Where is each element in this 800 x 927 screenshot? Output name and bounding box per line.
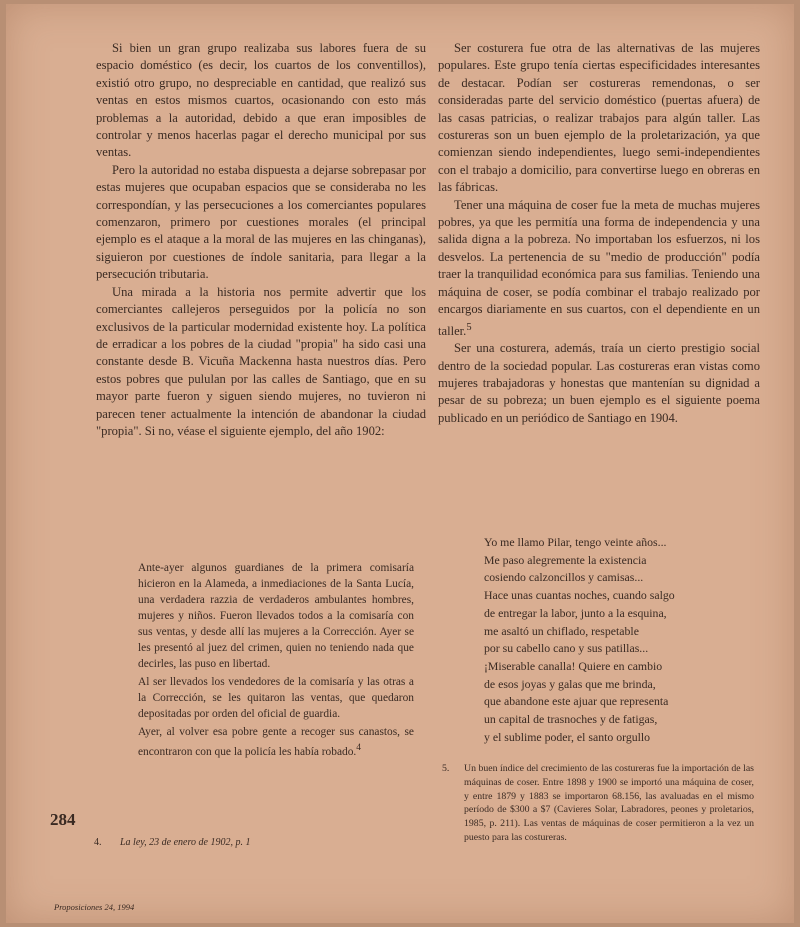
poem-line: de esos joyas y galas que me brinda, xyxy=(484,676,656,691)
block-quote xyxy=(138,560,414,762)
left-paragraph: Si bien un gran grupo realizaba sus labores fuera de su espacio doméstico (es decir, los cuartos de los conventillos), existió otro grupo, no despreciable en cantidad, que realizó sus ventas en estos mismos cuartos, ocasionando con esto más problemas a la autoridad, debido a que eran imposibles de controlar y menos hacerlas pagar el derecho municipal por sus ventas. xyxy=(96,41,426,160)
footnote-4 xyxy=(94,836,414,850)
footnote-ref: 4 xyxy=(356,743,361,753)
footnote-ref: 5 xyxy=(466,321,472,333)
page-number: 284 xyxy=(50,810,76,829)
right-paragraph: Ser una costurera, además, traía un cierto prestigio social dentro de la sociedad popular. Las costureras eran vistas como mujeres trabajadoras y honestas que mantenían su dignidad a pesar de su pobreza; un buen ejemplo es el siguiente poema publicado en un periódico de Santiago en 1904. xyxy=(438,341,760,425)
right-paragraph: Ser costurera fue otra de las alternativas de las mujeres populares. Este grupo tenía ciertas especificidades interesantes de destacar. Podían ser costureras remendonas, o ser consideradas parte del servicio doméstico (puertas afuera) de las casas patricias, o realizar trabajos para algún taller. Las costureras son un buen ejemplo de la proletarización, ya que comienzan siendo independientes, luego semi-independientes con el trabajo a domicilio, para convertirse luego en obreras en las fábricas. xyxy=(438,41,760,195)
poem-line: Hace unas cuantas noches, cuando salgo xyxy=(484,588,675,603)
footnote-text: Un buen índice del crecimiento de las costureras fue la importación de las máquinas de coser. Entre 1898 y 1900 se importó una máquina de coser, y entre 1879 y 1883 se importaron 68.156, las avaluadas en el mismo período de $300 a $7 (Cavieres Solar, Labradores, peones y proletarios, 1985, p. 211). Las ventas de máquinas de coser permitieron a la vez un puesto para las costureras. xyxy=(464,763,754,843)
quote-paragraph: Al ser llevados los vendedores de la comisaría y las otras a la Corrección, se les quitaron las ventas, que quedaron depositadas por orden del oficial de guardia. xyxy=(138,676,414,720)
document-page xyxy=(6,4,794,923)
right-paragraph xyxy=(438,197,760,340)
poem-line: por su cabello cano y sus patillas... xyxy=(484,641,649,656)
poem-line: un capital de trasnoches y de fatigas, xyxy=(484,712,658,727)
quote-paragraph-text: Ayer, al volver esa pobre gente a recoger sus canastos, se encontraron con que la policía les había robado. xyxy=(138,726,414,758)
quote-paragraph xyxy=(138,724,414,760)
quote-paragraph: Ante-ayer algunos guardianes de la primera comisaría hicieron en la Alameda, a inmediaciones de la Santa Lucía, una verdadera razzia de verdaderos ambulantes hombres, mujeres y niños. Fueron llevados todos a la comisaría con sus ventas, y desde allí las mujeres a la Corrección. Ayer se les presentó al juez del crimen, quien no teniendo nada que decirles, las puso en libertad. xyxy=(138,562,414,670)
poem-line: que abandone este ajuar que representa xyxy=(484,694,669,709)
journal-footer: Proposiciones 24, 1994 xyxy=(54,902,135,912)
poem-line: me asaltó un chiflado, respetable xyxy=(484,623,639,638)
poem-line: y el sublime poder, el santo orgullo xyxy=(484,729,651,744)
right-paragraph-text: Tener una máquina de coser fue la meta de muchas mujeres pobres, ya que les permitía una forma de independencia y una salida digna a la pobreza. No importaban los esfuerzos, ni los desvelos. La pertenencia de su "medio de producción" podía traer la tranquilidad económica para sus familias. Teniendo una máquina de coser, se podía combinar el trabajo realizado por encargos diariamente en sus cuartos, con el dependiente en un taller. xyxy=(438,197,760,338)
poem-line: Yo me llamo Pilar, tengo veinte años... xyxy=(484,535,667,549)
footnote-5 xyxy=(442,762,754,845)
poem xyxy=(484,534,754,746)
footnote-number: 5. xyxy=(442,763,450,774)
left-paragraph: Una mirada a la historia nos permite advertir que los comerciantes callejeros perseguidos por la policía no son exclusivos de la particular modernidad existente hoy. La política de erradicar a los pobres de la ciudad "propia" ha sido casi una constante desde B. Vicuña Mackenna hasta nuestros días. Pero estos pobres que pululan por las calles de Santiago, que en su mayor parte fueron y siguen siendo mujeres, no tuvieron ni parecen tener actualmente la intención de abandonar la ciudad "propia". Si no, véase el siguiente ejemplo, del año 1902: xyxy=(96,284,426,438)
poem-line: ¡Miserable canalla! Quiere en cambio xyxy=(484,658,663,673)
right-column xyxy=(438,40,760,427)
poem-line: de entregar la labor, junto a la esquina, xyxy=(484,605,667,620)
footnote-text: La ley, 23 de enero de 1902, p. 1 xyxy=(120,837,251,848)
left-column xyxy=(96,40,426,440)
poem-line: cosiendo calzoncillos y camisas... xyxy=(484,570,644,585)
poem-line: Me paso alegremente la existencia xyxy=(484,552,647,567)
left-paragraph: Pero la autoridad no estaba dispuesta a dejarse sobrepasar por estas mujeres que ocupaban espacios que se consideraba no les correspondían, y las persecuciones a los comerciantes populares comenzaron, primero por cuestiones morales (el principal ejemplo es el ataque a la moral de las mujeres en las chinganas), siguieron por cuestiones de índole sanitaria, para llegar a la persecución tributaria. xyxy=(96,162,426,282)
footnote-number: 4. xyxy=(94,837,102,848)
